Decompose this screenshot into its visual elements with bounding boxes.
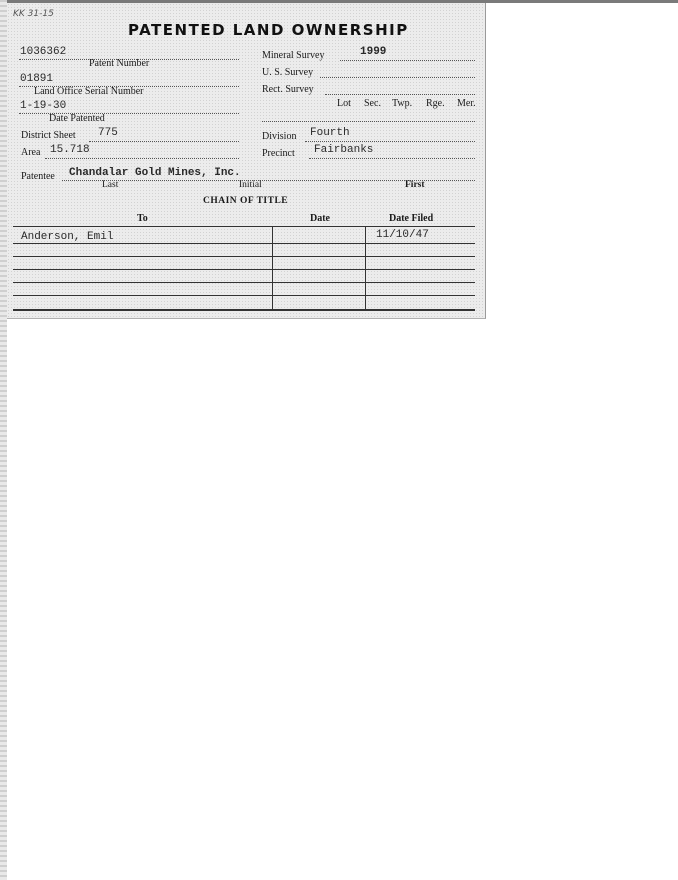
district-sheet-value: 775 <box>98 127 118 139</box>
division-value: Fourth <box>310 127 350 139</box>
rect-col-twp: Twp. <box>392 98 413 109</box>
patentee-label: Patentee <box>21 171 55 182</box>
precinct-value: Fairbanks <box>314 144 374 156</box>
district-sheet-label: District Sheet <box>21 130 76 141</box>
serial-number-label: Land Office Serial Number <box>34 86 144 97</box>
rect-col-mer: Mer. <box>457 98 476 109</box>
precinct-label: Precinct <box>262 148 295 159</box>
mineral-survey-label: Mineral Survey <box>262 50 325 61</box>
chain-cell-to: Anderson, Emil <box>21 231 114 243</box>
division-label: Division <box>262 131 297 142</box>
division-line <box>305 141 475 142</box>
rect-blank-line <box>262 121 475 122</box>
chain-header-rule <box>13 226 475 227</box>
rect-col-rge: Rge. <box>426 98 445 109</box>
land-ownership-card <box>7 3 486 319</box>
chain-of-title-heading: CHAIN OF TITLE <box>203 196 289 206</box>
name-part-last: Last <box>102 180 119 190</box>
date-patented-label: Date Patented <box>49 113 105 124</box>
patent-number-label: Patent Number <box>89 58 150 69</box>
chain-row-rule <box>13 269 475 270</box>
chain-header-date: Date <box>310 213 330 224</box>
name-part-first: First <box>405 180 425 190</box>
corner-note: KK 31-15 <box>13 9 54 19</box>
us-survey-label: U. S. Survey <box>262 67 314 78</box>
mineral-survey-value: 1999 <box>360 46 387 58</box>
serial-number-value: 01891 <box>20 73 54 85</box>
chain-row-rule <box>13 282 475 283</box>
card-title: PATENTED LAND OWNERSHIP <box>128 21 409 39</box>
area-label: Area <box>21 147 41 158</box>
chain-row-rule <box>13 256 475 257</box>
scan-edge <box>0 0 7 880</box>
name-part-initial: Initial <box>239 180 262 190</box>
date-patented-value: 1-19-30 <box>20 100 67 112</box>
district-sheet-line <box>89 141 239 142</box>
chain-bottom-rule <box>13 309 475 311</box>
rect-col-sec: Sec. <box>364 98 381 109</box>
chain-header-date-filed: Date Filed <box>389 213 434 224</box>
mineral-survey-line <box>340 60 475 61</box>
area-line <box>45 158 239 159</box>
chain-header-to: To <box>137 213 148 224</box>
chain-row-rule <box>13 295 475 296</box>
us-survey-line <box>320 77 475 78</box>
rect-survey-line <box>325 94 475 95</box>
precinct-line <box>309 158 475 159</box>
area-value: 15.718 <box>50 144 90 156</box>
patent-number-value: 1036362 <box>20 46 67 58</box>
rect-col-lot: Lot <box>337 98 351 109</box>
chain-row-rule <box>13 243 475 244</box>
chain-cell-date-filed: 11/10/47 <box>376 229 429 241</box>
rect-survey-label: Rect. Survey <box>262 84 314 95</box>
patentee-value: Chandalar Gold Mines, Inc. <box>69 167 241 179</box>
